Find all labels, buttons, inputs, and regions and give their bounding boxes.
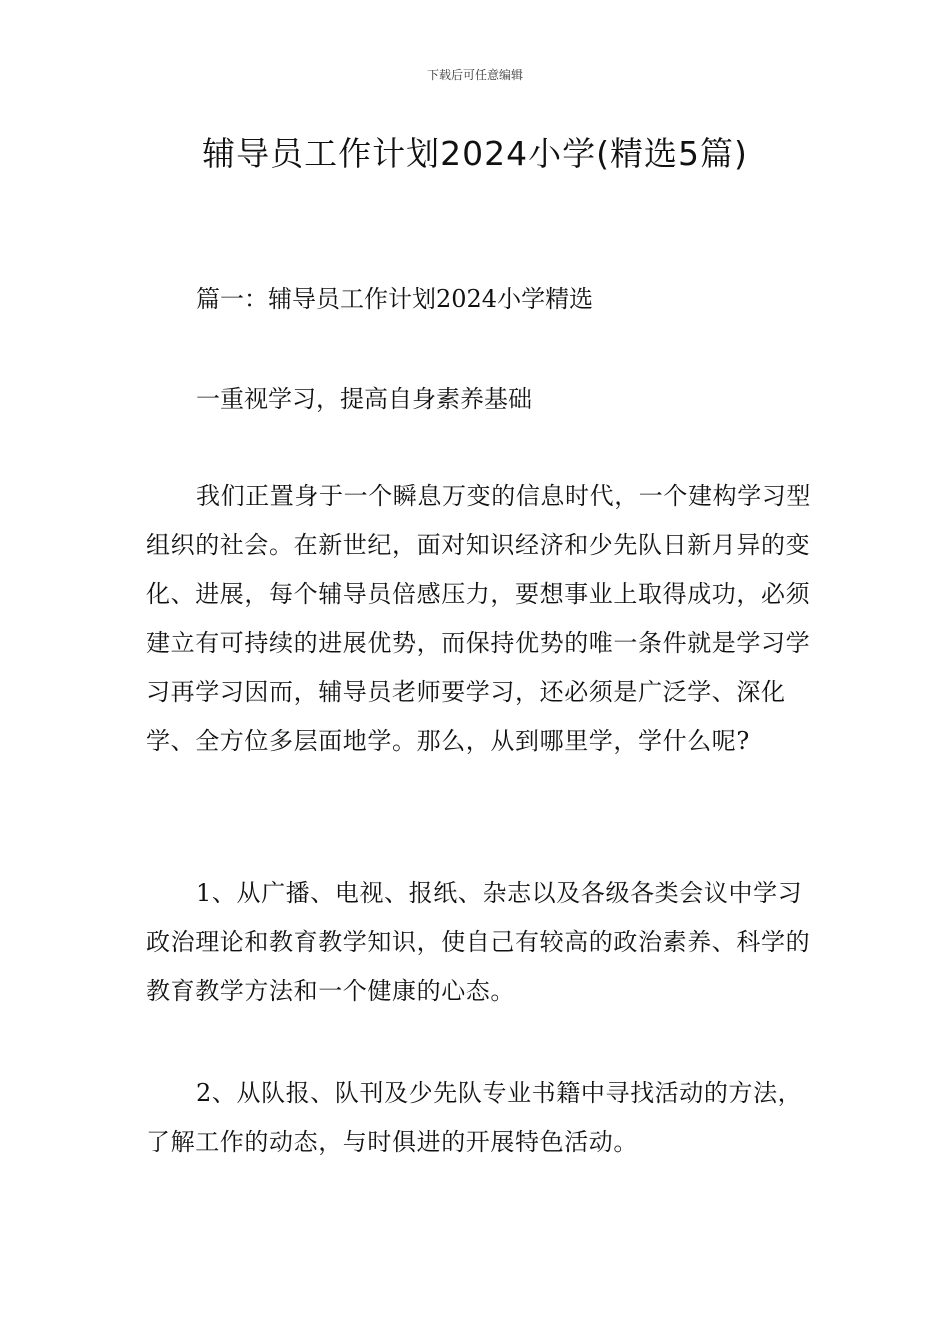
document-title: 辅导员工作计划2024小学(精选5篇) bbox=[202, 134, 748, 173]
section-heading: 篇一：辅导员工作计划2024小学精选 bbox=[196, 285, 594, 313]
subheading: 一重视学习，提高自身素养基础 bbox=[196, 385, 532, 413]
paragraph-item-2: 2、从队报、队刊及少先队专业书籍中寻找活动的方法，了解工作的动态，与时俱进的开展特色活动。 bbox=[146, 1079, 803, 1156]
paragraph-intro: 我们正置身于一个瞬息万变的信息时代，一个建构学习型组织的社会。在新世纪，面对知识经济和少先队日新月异的变化、进展，每个辅导员倍感压力，要想事业上取得成功，必须建立有可持续的进展优势，而保持优势的唯一条件就是学习学习再学习因而，辅导员老师要学习，还必须是广泛学、深化学、全方位多层面地学。那么，从到哪里学，学什么呢? bbox=[146, 482, 811, 755]
paragraph-item-1: 1、从广播、电视、报纸、杂志以及各级各类会议中学习政治理论和教育教学知识，使自己有较高的政治素养、科学的教育教学方法和一个健康的心态。 bbox=[146, 879, 811, 1005]
header-note: 下载后可任意编辑 bbox=[426, 68, 523, 82]
